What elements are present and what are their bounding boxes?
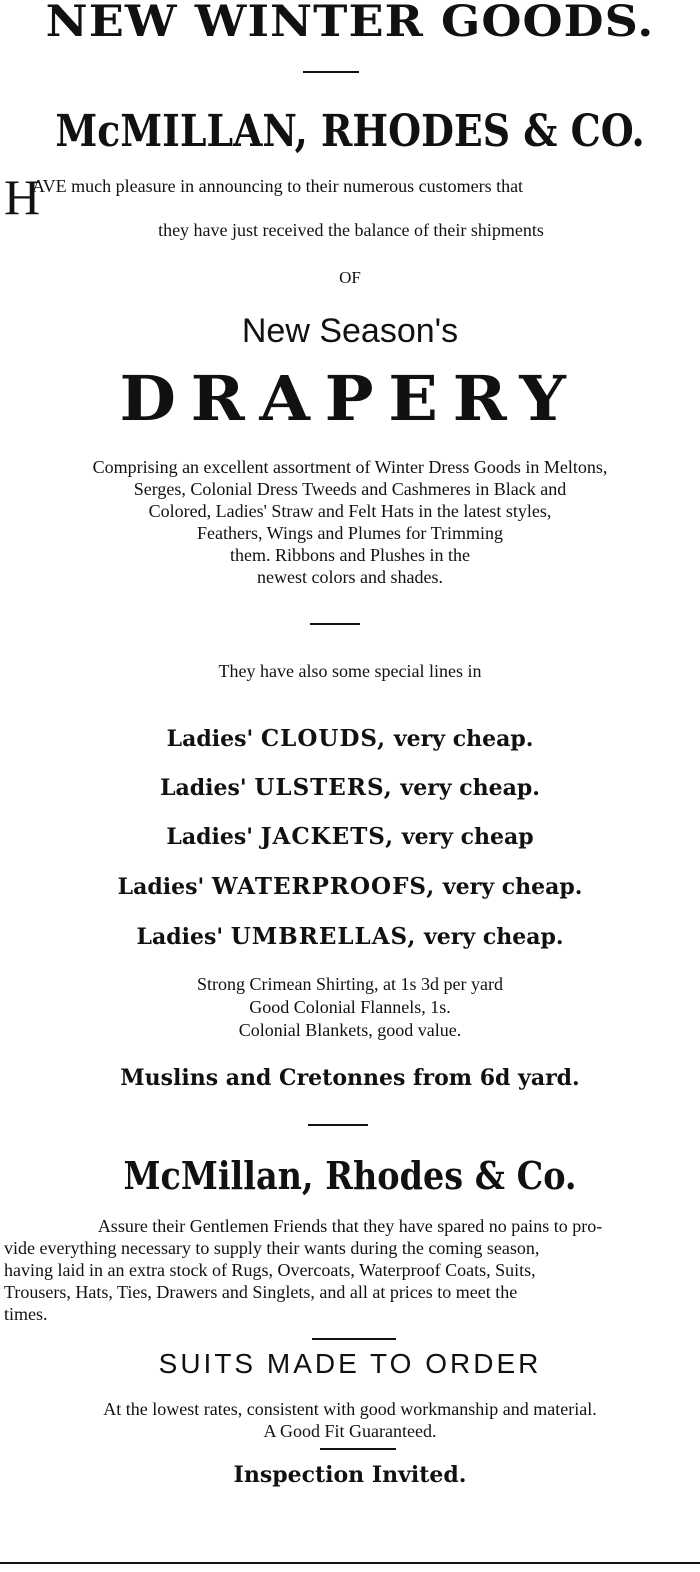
price-line: Good Colonial Flannels, 1s.	[249, 997, 451, 1017]
special-item: UMBRELLAS,	[230, 923, 417, 950]
divider-rule	[303, 71, 359, 73]
rates-line: A Good Fit Guaranteed.	[263, 1421, 437, 1441]
firm-name-heading: McMILLAN, RHODES & CO.	[55, 106, 645, 157]
gentlemen-line: vide everything necessary to supply their wants during the coming season,	[4, 1238, 540, 1258]
special-prefix: Ladies'	[166, 726, 254, 752]
gentlemen-paragraph	[4, 1215, 696, 1325]
divider-rule	[312, 1338, 396, 1340]
divider-rule	[308, 1124, 368, 1126]
special-line	[0, 773, 700, 803]
special-line	[0, 872, 700, 902]
special-prefix: Ladies'	[160, 775, 247, 801]
special-suffix: very cheap.	[393, 726, 534, 752]
intro-line-1: AVE much pleasure in announcing to their numerous customers that	[32, 176, 524, 196]
special-suffix: very cheap.	[442, 874, 583, 900]
comprising-line: Comprising an excellent assortment of Winter Dress Goods in Meltons,	[92, 457, 608, 477]
special-line	[0, 724, 700, 754]
comprising-line: them. Ribbons and Plushes in the	[230, 545, 470, 565]
of-text: OF	[339, 268, 361, 287]
comprising-line: Feathers, Wings and Plumes for Trimming	[197, 523, 503, 543]
firm-name-heading-2: McMillan, Rhodes & Co.	[123, 1153, 577, 1198]
muslins-line: Muslins and Cretonnes from 6d yard.	[120, 1065, 580, 1091]
special-line	[0, 822, 700, 852]
comprising-line: Colored, Ladies' Straw and Felt Hats in the latest styles,	[148, 501, 552, 521]
special-prefix: Ladies'	[166, 824, 253, 850]
comprising-line: Serges, Colonial Dress Tweeds and Cashmeres in Black and	[133, 479, 567, 499]
price-line: Strong Crimean Shirting, at 1s 3d per yard	[197, 974, 503, 994]
special-suffix: very cheap	[401, 824, 534, 850]
gentlemen-line: times.	[4, 1304, 48, 1324]
price-line: Colonial Blankets, good value.	[238, 1020, 462, 1040]
bottom-border	[0, 1562, 700, 1564]
special-item: WATERPROOFS,	[211, 873, 436, 900]
inspection-line: Inspection Invited.	[233, 1462, 467, 1488]
special-lines-intro: They have also some special lines in	[218, 661, 482, 681]
special-suffix: very cheap.	[400, 775, 540, 801]
intro-line-2: they have just received the balance of their shipments	[158, 220, 544, 240]
gentlemen-line: Trousers, Hats, Ties, Drawers and Singlets, and all at prices to meet the	[4, 1282, 518, 1302]
special-item: JACKETS,	[260, 823, 395, 850]
rates-line: At the lowest rates, consistent with good workmanship and material.	[103, 1399, 597, 1419]
headline: NEW WINTER GOODS.	[45, 0, 655, 47]
gentlemen-line: Assure their Gentlemen Friends that they have spared no pains to pro-	[97, 1216, 603, 1236]
suits-heading: SUITS MADE TO ORDER	[158, 1348, 542, 1379]
special-prefix: Ladies'	[136, 924, 224, 950]
drapery-heading: DRAPERY	[119, 362, 581, 435]
divider-rule	[310, 623, 360, 625]
comprising-line: newest colors and shades.	[257, 567, 443, 587]
season-heading: New Season's	[241, 312, 459, 350]
special-suffix: very cheap.	[424, 924, 564, 950]
special-prefix: Ladies'	[117, 874, 205, 900]
special-item: ULSTERS,	[254, 774, 393, 801]
drop-cap: H	[4, 169, 41, 225]
special-line	[0, 922, 700, 952]
special-item: CLOUDS,	[260, 725, 387, 752]
gentlemen-line: having laid in an extra stock of Rugs, Overcoats, Waterproof Coats, Suits,	[4, 1260, 536, 1280]
divider-rule	[320, 1448, 396, 1450]
